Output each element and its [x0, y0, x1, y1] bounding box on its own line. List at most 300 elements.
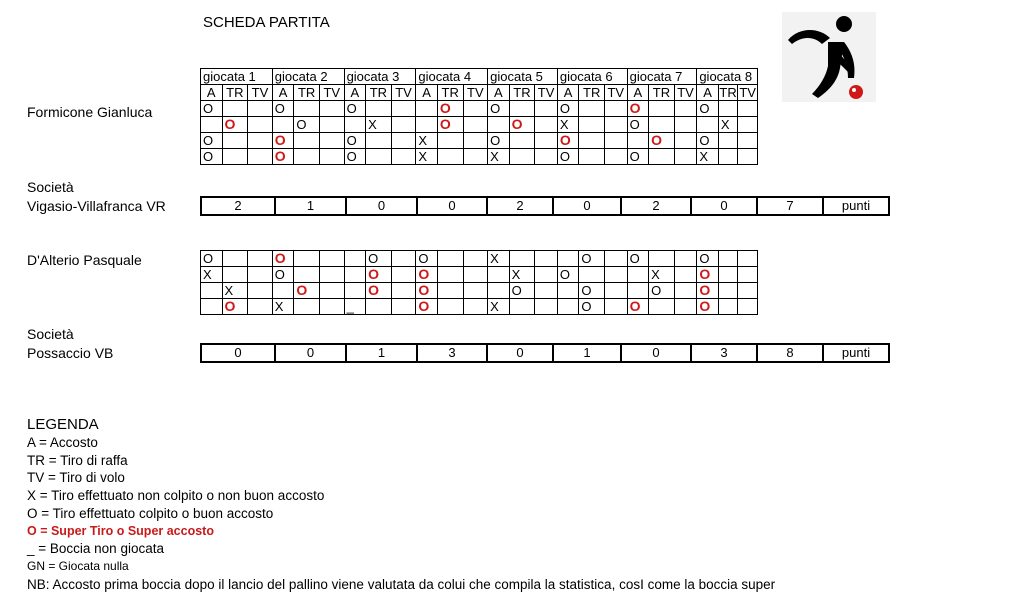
throw-cell [272, 251, 294, 267]
throw-cell [718, 267, 737, 283]
throw-cell [201, 267, 223, 283]
giocata-score: 0 [691, 197, 757, 215]
throw-cell [222, 133, 248, 149]
subheader-tr: TR [579, 85, 605, 101]
legend-boccia: _ = Boccia non giocata [27, 541, 164, 557]
throw-cell [391, 299, 416, 315]
subheader-tr: TR [509, 85, 535, 101]
throw-cell [579, 101, 605, 117]
giocata-header: giocata 3 [344, 69, 416, 85]
throw-cell [718, 299, 737, 315]
legend-title: LEGENDA [27, 416, 99, 433]
throw-cell [319, 149, 344, 165]
throw-cell [535, 299, 558, 315]
throw-cell [391, 283, 416, 299]
throw-cell [248, 117, 273, 133]
player-1-name: Formicone Gianluca [27, 104, 153, 120]
super-mark: O [296, 282, 308, 298]
giocata-score: 1 [553, 344, 621, 362]
subheader-a: A [344, 85, 366, 101]
giocata-header: giocata 5 [488, 69, 558, 85]
throw-cell [272, 149, 294, 165]
throw-mark: X [490, 149, 499, 164]
subheader-a: A [272, 85, 294, 101]
throw-mark: X [490, 299, 499, 314]
throw-mark: O [296, 117, 307, 132]
throw-cell [463, 149, 488, 165]
throw-cell [437, 251, 463, 267]
throw-cell [674, 149, 697, 165]
throw-cell [509, 117, 535, 133]
throw-cell [248, 299, 273, 315]
throw-cell [674, 283, 697, 299]
legend-o: O = Tiro effettuato colpito o buon accosto [27, 505, 274, 521]
throw-cell [718, 149, 737, 165]
throw-cell [201, 149, 223, 165]
throw-mark: O [346, 149, 357, 164]
throw-cell [463, 101, 488, 117]
throw-cell [463, 133, 488, 149]
throw-mark: O [346, 101, 357, 116]
throw-mark: X [490, 251, 499, 266]
throw-mark: O [699, 101, 710, 116]
throw-cell [535, 267, 558, 283]
subheader-tv: TV [391, 85, 416, 101]
subheader-tv: TV [463, 85, 488, 101]
throw-cell [366, 133, 392, 149]
throw-cell [557, 101, 579, 117]
throw-cell [627, 299, 649, 315]
throw-cell [222, 101, 248, 117]
throw-cell [344, 299, 366, 315]
subheader-tr: TR [437, 85, 463, 101]
super-mark: O [418, 298, 430, 314]
throw-cell [738, 299, 758, 315]
giocata-score: 2 [621, 197, 691, 215]
throw-cell [272, 283, 294, 299]
throw-cell [366, 299, 392, 315]
super-mark: O [418, 266, 430, 282]
throw-cell [437, 299, 463, 315]
throw-cell [649, 267, 675, 283]
throw-cell [509, 149, 535, 165]
throw-cell [294, 117, 320, 133]
player-1-societa-label: Società [27, 179, 74, 195]
throw-cell [416, 251, 438, 267]
throw-cell [488, 267, 510, 283]
throw-cell [294, 101, 320, 117]
throw-cell [272, 299, 294, 315]
throw-cell [674, 133, 697, 149]
throw-cell [248, 251, 273, 267]
giocata-score: 0 [275, 344, 346, 362]
throw-cell [248, 133, 273, 149]
throw-cell [535, 133, 558, 149]
throw-cell [535, 283, 558, 299]
throw-cell [294, 133, 320, 149]
throw-mark: _ [346, 299, 354, 314]
throw-mark: X [418, 133, 428, 148]
throw-cell [319, 283, 344, 299]
throw-cell [509, 133, 535, 149]
super-mark: O [439, 100, 451, 116]
giocata-score: 1 [275, 197, 346, 215]
throw-mark: X [224, 283, 234, 298]
table-row [201, 283, 758, 299]
super-mark: O [699, 282, 711, 298]
giocata-header: giocata 2 [272, 69, 344, 85]
throw-mark: O [203, 133, 214, 148]
giocata-score: 3 [691, 344, 757, 362]
throw-mark: O [274, 101, 285, 116]
table-row [201, 299, 758, 315]
subheader-tv: TV [739, 85, 756, 100]
throw-cell [463, 267, 488, 283]
throw-cell [738, 283, 758, 299]
subheader-tr: TR [649, 85, 675, 101]
throw-cell [344, 267, 366, 283]
throw-cell [649, 283, 675, 299]
throw-cell [222, 251, 248, 267]
throw-cell [488, 299, 510, 315]
throw-cell [248, 267, 273, 283]
giocata-score: 2 [487, 197, 553, 215]
throw-cell [294, 299, 320, 315]
throw-mark: X [511, 267, 521, 282]
throw-mark: O [490, 133, 501, 148]
throw-mark: X [274, 299, 284, 314]
throw-cell [488, 149, 510, 165]
throw-cell [697, 299, 719, 315]
throw-cell [201, 101, 223, 117]
giocata-score: 0 [346, 197, 417, 215]
throw-cell [718, 251, 737, 267]
super-mark: O [224, 116, 236, 132]
player-1-societa: Vigasio-Villafranca VR [27, 198, 166, 214]
throw-cell [366, 149, 392, 165]
throw-cell [605, 299, 628, 315]
throw-cell [416, 133, 438, 149]
throw-mark: O [274, 267, 285, 282]
throw-mark: X [559, 117, 569, 132]
throw-cell [557, 251, 579, 267]
throw-cell [738, 101, 758, 117]
throw-cell [294, 283, 320, 299]
throw-cell [674, 299, 697, 315]
throw-cell [248, 283, 273, 299]
super-mark: O [274, 148, 286, 164]
throw-cell [222, 267, 248, 283]
throw-cell [201, 251, 223, 267]
throw-cell [319, 267, 344, 283]
page-title: SCHEDA PARTITA [203, 14, 330, 31]
throw-cell [294, 149, 320, 165]
throw-cell [718, 283, 737, 299]
giocata-header: giocata 6 [557, 69, 627, 85]
throw-cell [344, 133, 366, 149]
giocata-score: 2 [201, 197, 275, 215]
throw-cell [488, 133, 510, 149]
total-score: 7 [757, 197, 823, 215]
throw-cell [437, 101, 463, 117]
throw-cell [416, 101, 438, 117]
throw-mark: O [581, 251, 592, 266]
throw-mark: O [418, 251, 429, 266]
super-mark: O [274, 132, 286, 148]
throw-cell [605, 133, 628, 149]
player-2-score-row [200, 343, 890, 363]
throw-mark: O [368, 251, 379, 266]
throw-cell [627, 149, 649, 165]
throw-cell [272, 117, 294, 133]
legend-x: X = Tiro effettuato non colpito o non buon accosto [27, 488, 325, 504]
throw-mark: O [629, 117, 640, 132]
throw-cell [697, 133, 719, 149]
throw-cell [738, 267, 758, 283]
subheader-tr: TR [719, 85, 737, 100]
player-1-score-row [200, 196, 890, 216]
subheader-a: A [697, 85, 719, 101]
throw-cell [605, 283, 628, 299]
throw-cell [718, 101, 737, 117]
throw-mark: O [203, 149, 214, 164]
throw-cell [557, 117, 579, 133]
throw-cell [344, 283, 366, 299]
throw-mark: O [581, 283, 592, 298]
throw-cell [579, 251, 605, 267]
throw-mark: O [629, 251, 640, 266]
super-mark: O [368, 282, 379, 298]
throw-mark: O [490, 101, 501, 116]
giocata-score: 0 [417, 197, 487, 215]
throw-cell [535, 149, 558, 165]
throw-cell [674, 267, 697, 283]
throw-cell [391, 251, 416, 267]
throw-cell [509, 283, 535, 299]
throw-cell [344, 149, 366, 165]
throw-cell [718, 117, 737, 133]
throw-cell [649, 133, 675, 149]
throw-mark: O [629, 149, 640, 164]
subheader-a: A [627, 85, 649, 101]
throw-cell [535, 101, 558, 117]
throw-cell [557, 283, 579, 299]
throw-cell [605, 149, 628, 165]
throw-cell [294, 267, 320, 283]
throw-cell [416, 117, 438, 133]
throw-cell [416, 149, 438, 165]
player-2-name: D'Alterio Pasquale [27, 252, 142, 268]
giocata-header: giocata 4 [416, 69, 488, 85]
throw-mark: O [203, 101, 214, 116]
super-mark: O [699, 266, 711, 282]
throw-cell [509, 101, 535, 117]
throw-cell [463, 283, 488, 299]
throw-cell [557, 133, 579, 149]
throw-cell [697, 251, 719, 267]
throw-cell [416, 267, 438, 283]
giocata-score: 1 [346, 344, 417, 362]
legend-tv: TV = Tiro di volo [27, 470, 125, 486]
throw-cell [488, 101, 510, 117]
throw-cell [391, 101, 416, 117]
throw-cell [319, 101, 344, 117]
throw-mark: O [699, 133, 710, 148]
throw-cell [222, 149, 248, 165]
legend-super: O = Super Tiro o Super accosto [27, 523, 214, 538]
throw-cell [222, 299, 248, 315]
throw-cell [627, 267, 649, 283]
throw-cell [201, 283, 223, 299]
throw-cell [366, 283, 392, 299]
throw-cell [463, 299, 488, 315]
legend-tr: TR = Tiro di raffa [27, 452, 128, 468]
super-mark: O [368, 266, 379, 282]
table-row [201, 267, 758, 283]
subheader-a: A [557, 85, 579, 101]
throw-cell [509, 251, 535, 267]
throw-cell [627, 101, 649, 117]
throw-cell [366, 117, 392, 133]
throw-cell [738, 251, 758, 267]
subheader-tr: TR [222, 85, 248, 101]
throw-cell [366, 251, 392, 267]
throw-cell [488, 251, 510, 267]
throw-cell [319, 299, 344, 315]
throw-cell [649, 117, 675, 133]
super-mark: O [559, 132, 571, 148]
throw-cell [294, 251, 320, 267]
throw-cell [222, 283, 248, 299]
throw-cell [509, 267, 535, 283]
throw-cell [319, 251, 344, 267]
throw-cell [605, 117, 628, 133]
throw-cell [605, 101, 628, 117]
throw-cell [366, 101, 392, 117]
throw-cell [344, 251, 366, 267]
super-mark: O [439, 116, 451, 132]
throw-cell [738, 149, 758, 165]
throw-cell [201, 299, 223, 315]
super-mark: O [224, 298, 236, 314]
throw-cell [222, 117, 248, 133]
subheader-tv: TV [248, 85, 273, 101]
throw-mark: X [699, 149, 708, 164]
throw-mark: O [581, 299, 592, 314]
throw-cell [738, 133, 758, 149]
subheader-tv: TV [535, 85, 558, 101]
throw-cell [579, 133, 605, 149]
throw-cell [557, 299, 579, 315]
total-score: 8 [757, 344, 823, 362]
throw-cell [201, 133, 223, 149]
throw-mark: O [511, 283, 522, 298]
table-row [201, 133, 758, 149]
throw-cell [557, 267, 579, 283]
super-mark: O [629, 298, 641, 314]
giocata-header: giocata 8 [697, 69, 758, 85]
throw-cell [535, 117, 558, 133]
throw-cell [344, 101, 366, 117]
throw-cell [391, 117, 416, 133]
throw-cell [509, 299, 535, 315]
subheader-a: A [416, 85, 438, 101]
legend-nb: NB: Accosto prima boccia dopo il lancio del pallino viene valutata da colui che compila la statistica, cosI come la boccia super [27, 576, 776, 592]
throw-cell [697, 283, 719, 299]
throw-cell [248, 101, 273, 117]
throw-cell [627, 251, 649, 267]
throw-cell [248, 149, 273, 165]
throw-cell [272, 133, 294, 149]
subheader-tv: TV [319, 85, 344, 101]
throw-cell [605, 267, 628, 283]
throw-cell [697, 117, 719, 133]
throw-mark: O [559, 101, 570, 116]
throw-cell [437, 133, 463, 149]
throw-cell [319, 117, 344, 133]
player-2-throw-grid [200, 250, 758, 315]
super-mark: O [274, 250, 286, 266]
giocata-score: 0 [553, 197, 621, 215]
subheader-tr: TR [366, 85, 392, 101]
throw-mark: O [559, 149, 570, 164]
super-mark: O [418, 282, 430, 298]
throw-cell [697, 267, 719, 283]
table-row [201, 149, 758, 165]
throw-cell [463, 117, 488, 133]
throw-mark: O [559, 267, 570, 282]
throw-cell [391, 149, 416, 165]
subheader-a: A [201, 85, 223, 101]
throw-cell [649, 101, 675, 117]
throw-cell [649, 149, 675, 165]
throw-cell [488, 117, 510, 133]
table-row [201, 251, 758, 267]
throw-cell [718, 133, 737, 149]
throw-cell [579, 299, 605, 315]
throw-cell [557, 149, 579, 165]
punti-label: punti [823, 197, 889, 215]
giocata-score: 0 [621, 344, 691, 362]
throw-cell [272, 267, 294, 283]
throw-mark: O [346, 133, 357, 148]
throw-mark: X [418, 149, 428, 164]
super-mark: O [699, 298, 711, 314]
throw-cell [437, 283, 463, 299]
throw-cell [605, 251, 628, 267]
giocata-header: giocata 1 [201, 69, 273, 85]
throw-cell [463, 251, 488, 267]
throw-cell [391, 267, 416, 283]
table-row [201, 101, 758, 117]
super-mark: O [651, 132, 663, 148]
throw-cell [697, 149, 719, 165]
giocata-score: 3 [417, 344, 487, 362]
super-mark: O [629, 100, 641, 116]
throw-mark: X [720, 117, 730, 132]
throw-mark: O [203, 251, 214, 266]
throw-cell [649, 251, 675, 267]
throw-mark: X [651, 267, 660, 282]
throw-cell [437, 117, 463, 133]
super-mark: O [511, 116, 523, 132]
throw-cell [579, 267, 605, 283]
table-row [201, 117, 758, 133]
throw-cell [272, 101, 294, 117]
legend-a: A = Accosto [27, 435, 98, 450]
throw-cell [437, 149, 463, 165]
giocata-score: 0 [201, 344, 275, 362]
